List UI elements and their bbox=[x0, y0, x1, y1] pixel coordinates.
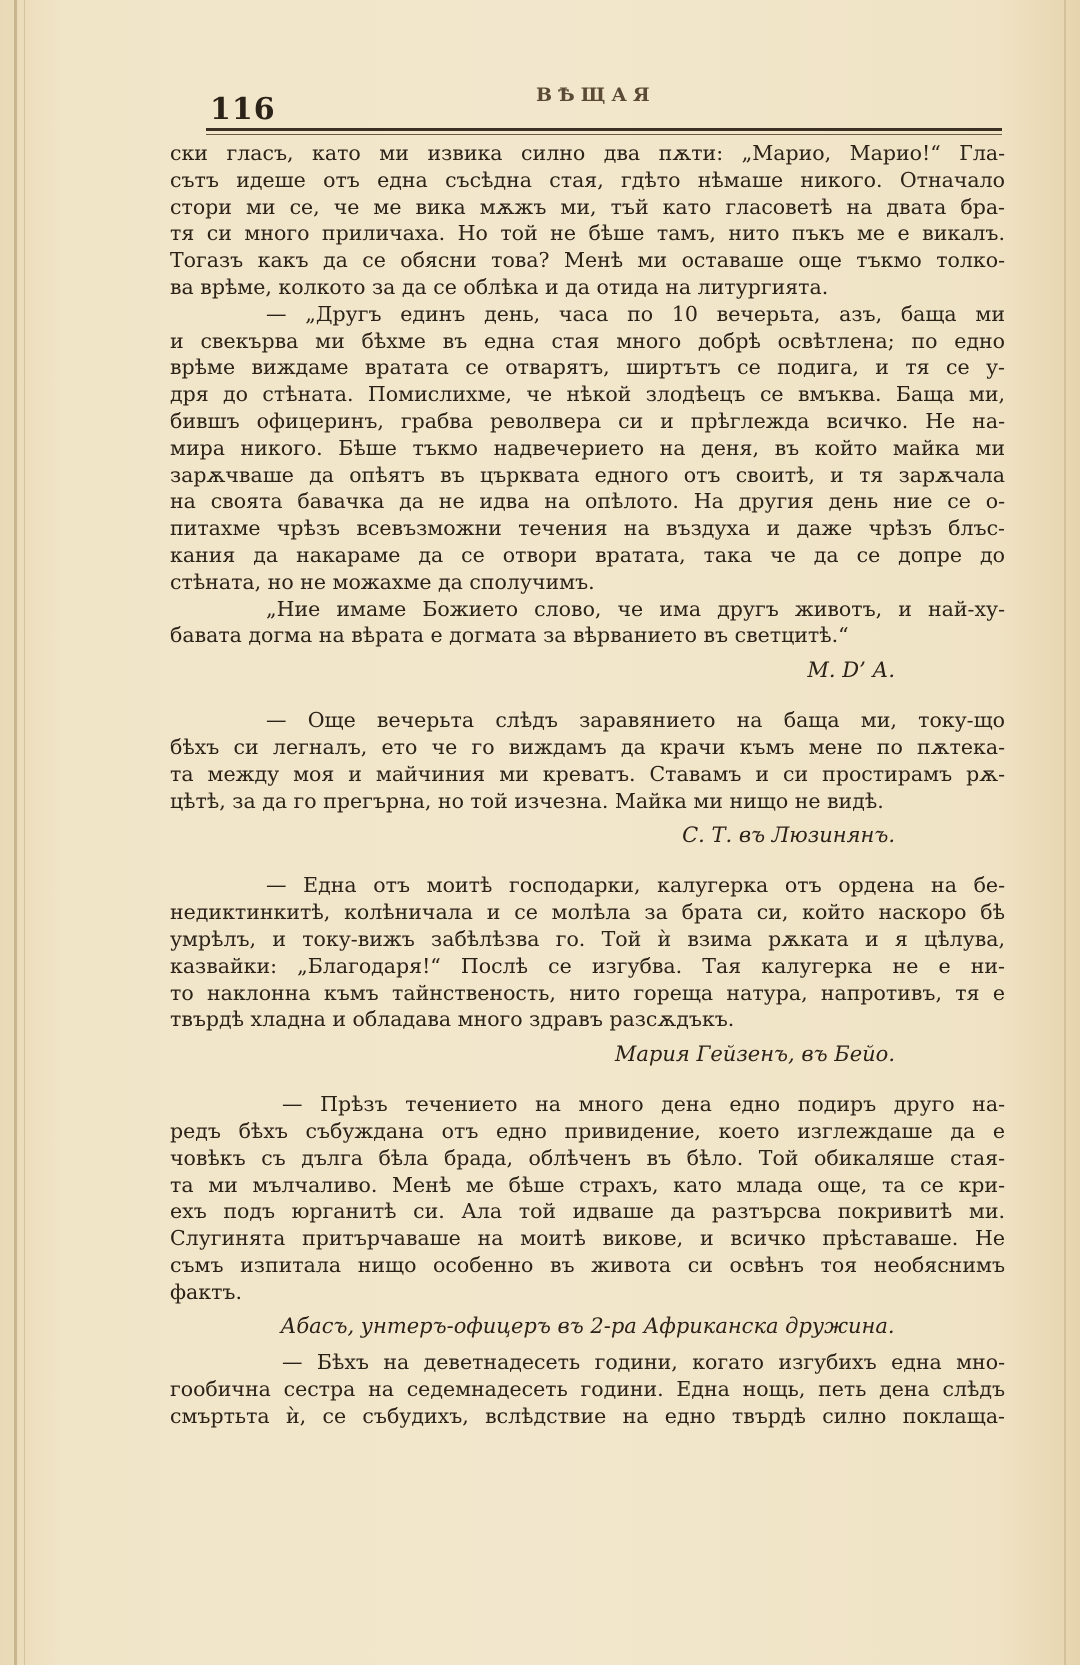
header-rule-thin bbox=[206, 134, 1002, 135]
text-line: твърдѣ хладна и обладава много здравъ разсѫдъкъ. bbox=[170, 1007, 735, 1032]
text-line: бавата догма на вѣрата е догмата за вѣрванието въ светцитѣ.“ bbox=[170, 623, 849, 648]
text-line: та ми мълчаливо. Менѣ ме бѣше страхъ, като млада още, та се кри- bbox=[170, 1172, 1005, 1197]
text-line: — „Другъ единъ день, часа по 10 вечерьта, азъ, баща ми bbox=[266, 301, 1005, 326]
text-line: казвайки: „Благодаря!“ Послѣ се изгубва. Тая калугерка не е ни- bbox=[170, 953, 1005, 978]
text-line: кания да накараме да се отвори вратата, така че да се допре до bbox=[170, 542, 1005, 567]
text-line: — Още вечерьта слѣдъ заравянието на баща ми, току-що bbox=[266, 708, 1005, 733]
text-line: умрѣлъ, и току-вижъ забѣлѣзва го. Той ѝ взима рѫката и я цѣлува, bbox=[170, 926, 1005, 951]
text-line: зарѫчваше да опѣятъ въ църквата едного отъ своитѣ, и тя зарѫчала bbox=[170, 462, 1005, 487]
text-line: редъ бѣхъ събуждана отъ едно привидение, което изглеждаше да е bbox=[170, 1118, 1005, 1143]
page-edge-left bbox=[14, 0, 17, 1665]
text-line: то наклонна къмъ тайнственость, нито гореща натура, напротивъ, тя е bbox=[170, 980, 1005, 1005]
text-line: цѣтѣ, за да го прегърна, но той изчезна. Майка ми нищо не видѣ. bbox=[170, 788, 884, 813]
paragraph bbox=[170, 301, 1005, 596]
spacer bbox=[170, 693, 1005, 707]
header-rule bbox=[206, 128, 1002, 131]
paragraph bbox=[170, 1349, 1005, 1429]
text-line: сътъ идеше отъ една съсѣдна стая, гдѣто нѣмаше никого. Отначало bbox=[170, 167, 1005, 192]
paragraph bbox=[170, 872, 1005, 1069]
text-line: на своята бавачка да не идва на опѣлото. На другия день ние се о- bbox=[170, 489, 1005, 514]
text-line: „Ние имаме Божието слово, че има другъ животъ, и най-ху- bbox=[266, 596, 1005, 621]
text-line: стѣната, но не можахме да сполучимъ. bbox=[170, 569, 595, 594]
page-number: 116 bbox=[210, 92, 276, 127]
text-line: — Прѣзъ течението на много дена едно подиръ друго на- bbox=[282, 1092, 1005, 1117]
paragraph bbox=[170, 707, 1005, 850]
text-line: ски гласъ, като ми извика силно два пѫти: „Марио, Марио!“ Гла- bbox=[170, 141, 1005, 165]
text-line: ехъ подъ юрганитѣ си. Ала той идваше да разтърсва покривитѣ ми. bbox=[170, 1199, 1005, 1224]
text-line: бѣхъ си легналъ, ето че го виждамъ да крачи къмъ мене по пѫтека- bbox=[170, 734, 1005, 759]
running-title: ВѢЩАЯ bbox=[536, 84, 656, 106]
spacer bbox=[170, 858, 1005, 872]
signature: Мария Гейзенъ, въ Бейо. bbox=[614, 1042, 895, 1067]
page-edge-line bbox=[24, 0, 25, 1665]
text-line: мира никого. Бѣше тъкмо надвечерието на деня, въ който майка ми bbox=[170, 435, 1005, 460]
text-line: смъртьта ѝ, се събудихъ, вслѣдствие на едно твърдѣ силно поклаща- bbox=[170, 1404, 1005, 1429]
text-line: Слугинята притърчаваше на моитѣ викове, и всичко прѣставаше. Не bbox=[170, 1226, 1005, 1251]
signature: Абасъ, унтеръ-офицеръ въ 2-ра Африканска дружина. bbox=[280, 1314, 895, 1339]
page-header bbox=[206, 70, 1002, 130]
text-line: — Една отъ моитѣ господарки, калугерка отъ ордена на бе- bbox=[266, 873, 1005, 898]
spacer bbox=[170, 1077, 1005, 1091]
text-line: тя си много приличаха. Но той не бѣше тамъ, нито пъкъ ме е викалъ. bbox=[170, 221, 1005, 246]
text-line: Тогазъ какъ да се обясни това? Менѣ ми оставаше още тъкмо толко- bbox=[170, 248, 1005, 273]
page-edge-right bbox=[1064, 0, 1066, 1665]
paragraph bbox=[170, 1091, 1005, 1341]
text-line: питахме чрѣзъ всевъзможни течения на въздуха и даже чрѣзъ блъс- bbox=[170, 516, 1005, 541]
text-line: бившъ офицеринъ, грабва револвера си и прѣглежда всичко. Не на- bbox=[170, 408, 1005, 433]
text-line: фактъ. bbox=[170, 1279, 242, 1304]
paragraph bbox=[170, 140, 1005, 301]
text-line: недиктинкитѣ, колѣничала и се молѣла за брата си, който наскоро бѣ bbox=[170, 900, 1005, 925]
text-line: съмъ изпитала нищо особенно въ живота си освѣнъ тоя необяснимъ bbox=[170, 1252, 1005, 1277]
text-line: та между моя и майчиния ми креватъ. Ставамъ и си простирамъ рѫ- bbox=[170, 761, 1005, 786]
text-line: гообична сестра на седемнадесеть години. Една нощь, петь дена слѣдъ bbox=[170, 1377, 1005, 1402]
body-text bbox=[170, 140, 1005, 1430]
text-line: врѣме виждаме вратата се отварятъ, ширтътъ се подига, и тя се у- bbox=[170, 355, 1005, 380]
signature: С. Т. въ Люзинянъ. bbox=[682, 823, 895, 848]
paragraph bbox=[170, 596, 1005, 686]
text-line: и свекърва ми бѣхме въ една стая много добрѣ освѣтлена; по едно bbox=[170, 328, 1005, 353]
text-line: човѣкъ съ дълга бѣла брада, облѣченъ въ бѣло. Той обикаляше стая- bbox=[170, 1145, 1005, 1170]
text-line: ва врѣме, колкото за да се облѣка и да отида на литургията. bbox=[170, 274, 829, 299]
text-line: стори ми се, че ме вика мѫжъ ми, тъй като гласоветѣ на двата бра- bbox=[170, 194, 1005, 219]
signature: М. D’ А. bbox=[807, 658, 895, 683]
text-line: дря до стѣната. Помислихме, че нѣкой злодѣецъ се вмъква. Баща ми, bbox=[170, 382, 1005, 407]
text-line: — Бѣхъ на деветнадесеть години, когато изгубихъ една мно- bbox=[282, 1350, 1005, 1375]
